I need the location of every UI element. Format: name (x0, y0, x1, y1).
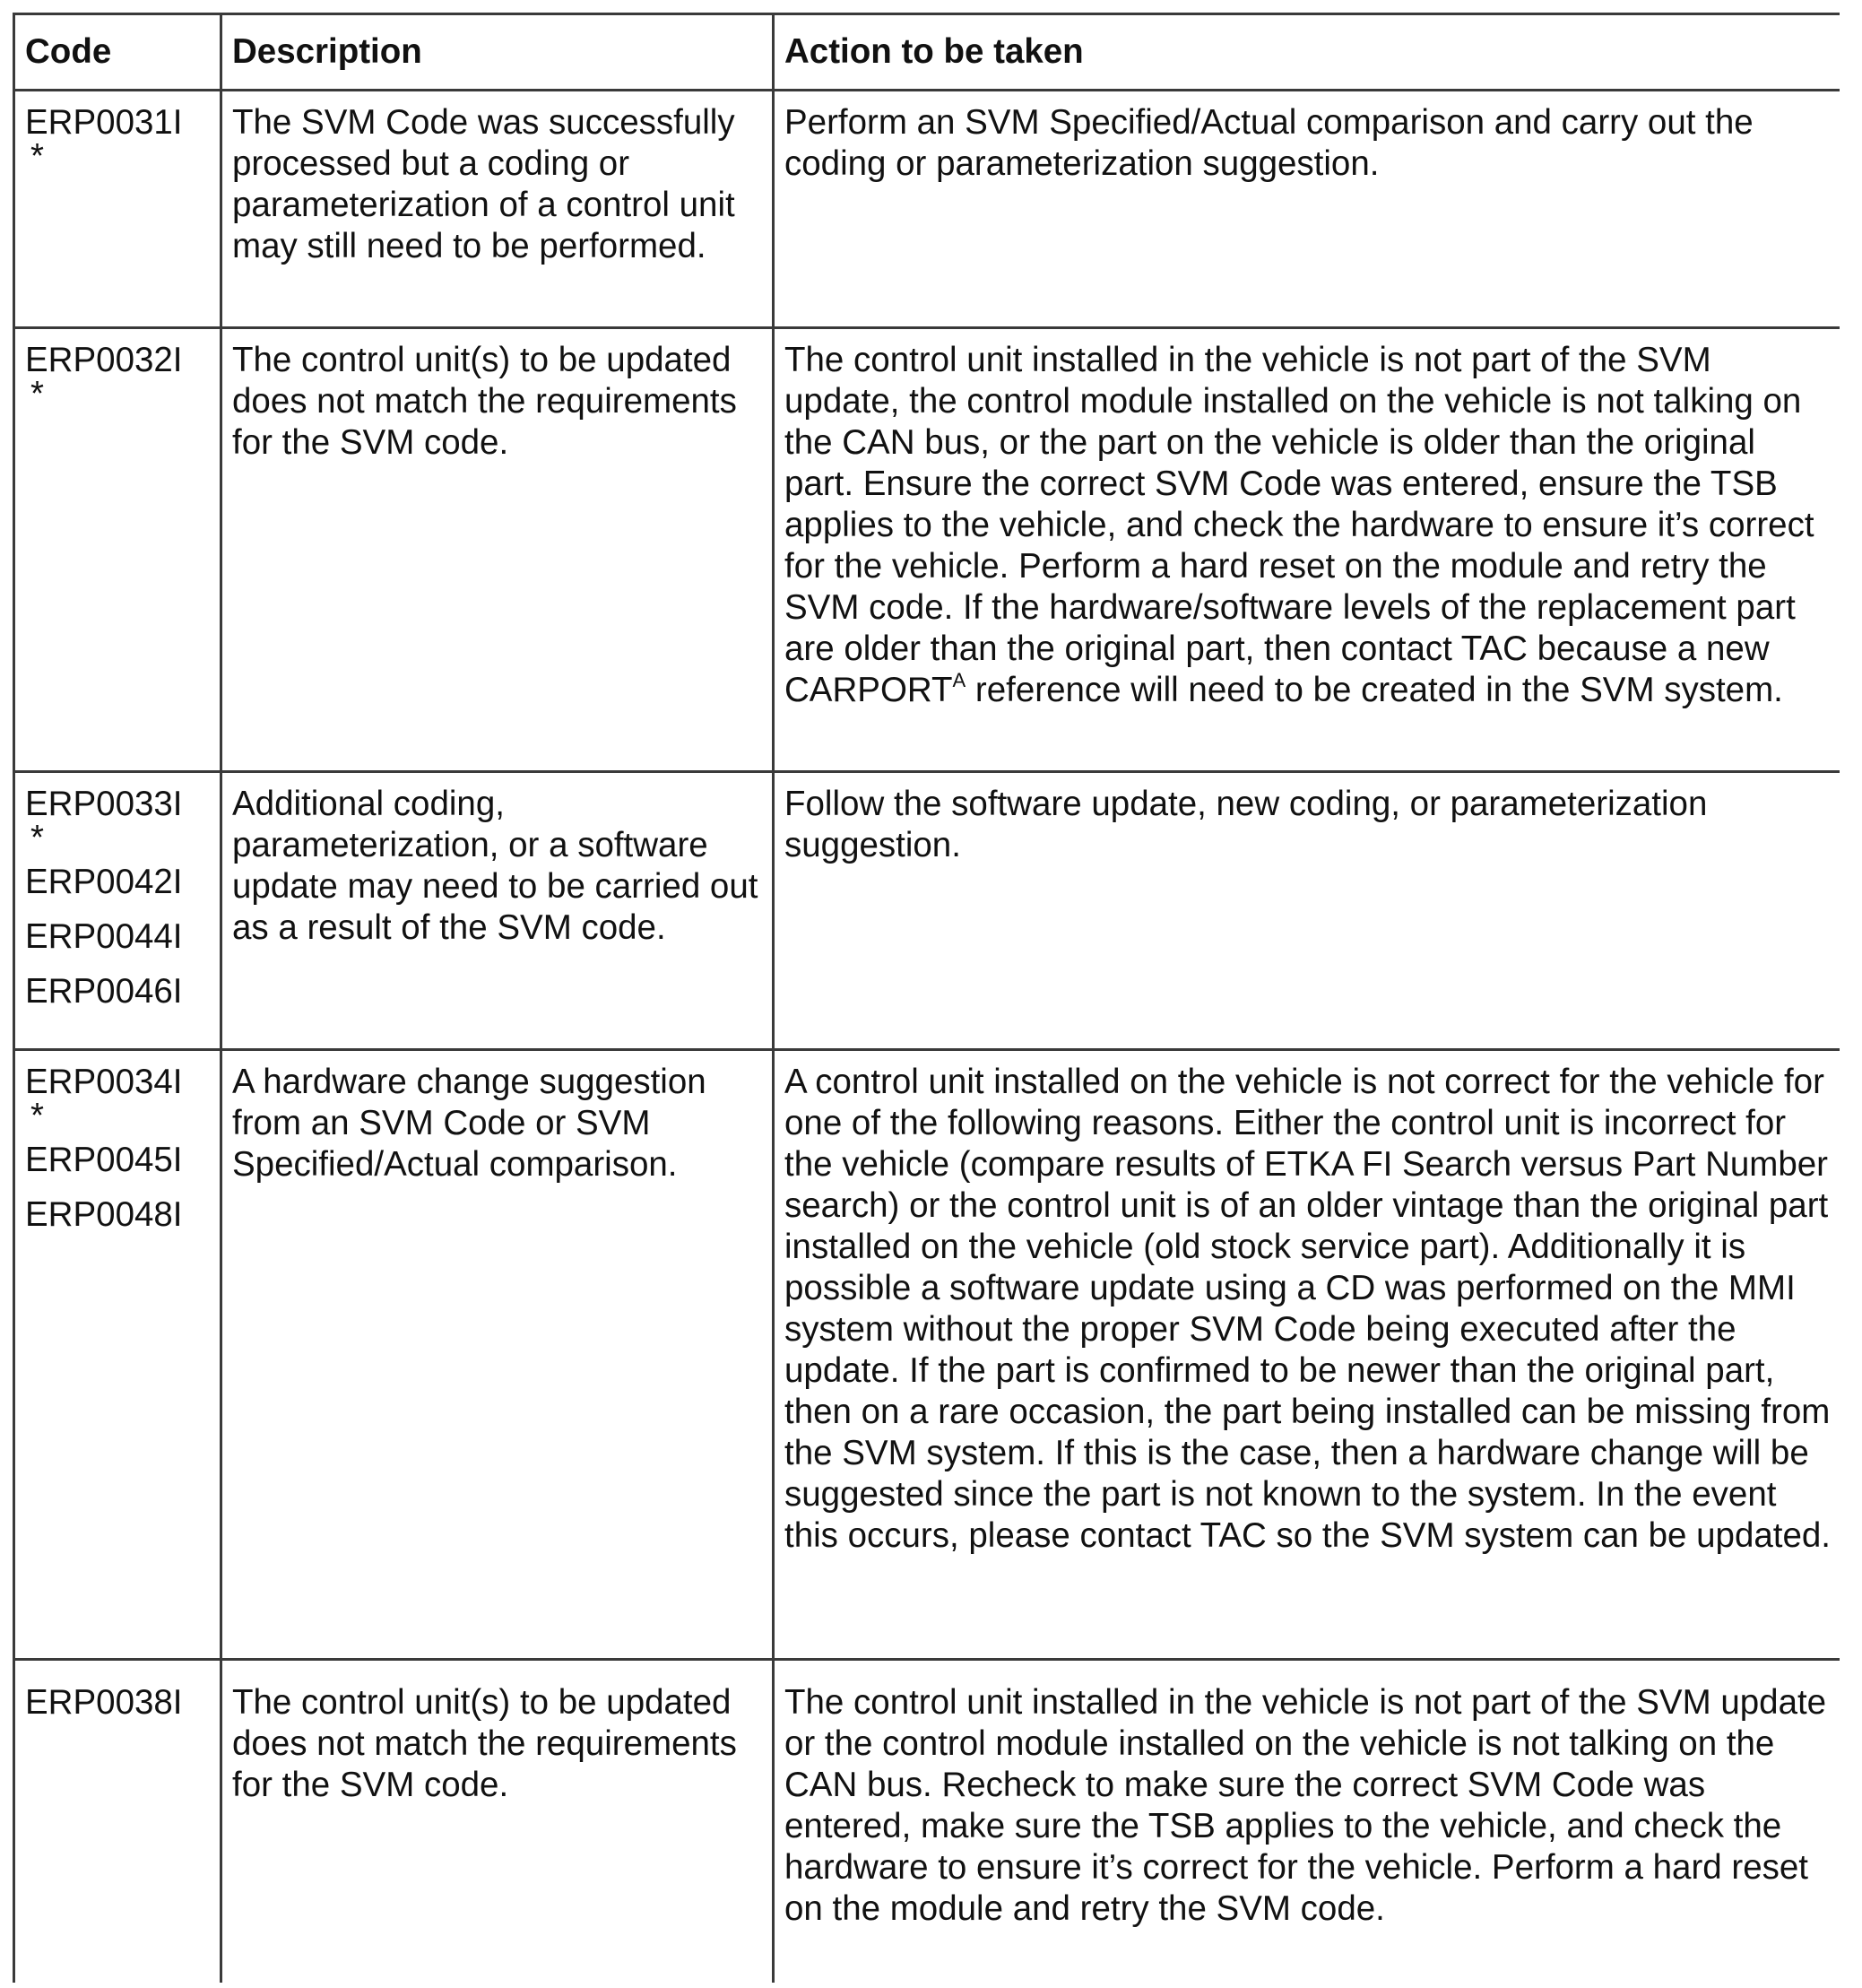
description-cell (221, 1050, 774, 1660)
table-row (14, 328, 1840, 772)
table-row (14, 772, 1840, 1050)
description-cell (221, 91, 774, 328)
code-cell (14, 328, 221, 772)
action-text (784, 340, 1831, 711)
description-text: The control unit(s) to be updated does not match the requirements for the SVM code. (232, 1683, 737, 1804)
code-cell (14, 91, 221, 328)
action-cell (774, 1660, 1840, 1983)
error-code: ERP0032I (25, 341, 183, 379)
footnote-marker: * (30, 375, 44, 413)
footnote-marker: * (30, 819, 44, 857)
action-cell (774, 328, 1840, 772)
header-action: Action to be taken (774, 14, 1840, 91)
description-text: The control unit(s) to be updated does not match the requirements for the SVM code. (232, 341, 737, 462)
error-code: ERP0031I (25, 103, 183, 142)
error-code: ERP0046I (25, 972, 183, 1011)
action-text-main: The control unit installed in the vehicle is not part of the SVM update, the control module installed on the vehicle is not talking on the CAN bus, or the part on the vehicle is older than the original part. Ensure the correct SVM Code was entered, ensure the TSB applies to the vehicle, and check the hardware to ensure it’s correct for the vehicle. Perform a hard reset on the module and retry the SVM code. If the hardware/software levels of the replacement part are older than the original part, then contact TAC because a new CARPORT (784, 341, 1814, 709)
table-header-row (14, 14, 1840, 91)
description-text: Additional coding, parameterization, or a software update may need to be carried out as a result of the SVM code. (232, 785, 758, 947)
error-code: ERP0044I (25, 917, 183, 956)
error-code: ERP0033I (25, 785, 183, 823)
table-row (14, 1050, 1840, 1660)
action-cell (774, 91, 1840, 328)
error-code: ERP0034I (25, 1063, 183, 1101)
error-code: ERP0042I (25, 863, 183, 901)
error-code: ERP0048I (25, 1195, 183, 1234)
action-text: The control unit installed in the vehicle is not part of the SVM update or the control module installed on the vehicle is not talking on the CAN bus. Recheck to make sure the correct SVM Code was entered, make sure the TSB applies to the vehicle, and check the hardware to ensure it’s correct for the vehicle. Perform a hard reset on the module and retry the SVM code. (784, 1683, 1827, 1928)
superscript-note: A (952, 669, 966, 691)
code-cell (14, 772, 221, 1050)
description-text: A hardware change suggestion from an SVM Code or SVM Specified/Actual comparison. (232, 1063, 706, 1184)
action-text: A control unit installed on the vehicle is not correct for the vehicle for one of the following reasons. Either the control unit is incorrect for the vehicle (compare results of ETKA FI Search versus Part Number search) or the control unit is of an older vintage than the original part installed on the vehicle (old stock service part). Additionally it is possible a software update using a CD was performed on the MMI system without the proper SVM Code being executed after the update. If the part is confirmed to be newer than the original part, then on a rare occasion, the part being installed can be missing from the SVM system. If this is the case, then a hardware change will be suggested since the part is not known to the system. In the event this occurs, please contact TAC so the SVM system can be updated. (784, 1063, 1831, 1555)
code-cell (14, 1050, 221, 1660)
error-code: ERP0038I (25, 1683, 183, 1722)
footnote-marker: * (30, 1097, 44, 1135)
code-cell (14, 1660, 221, 1983)
action-text: Follow the software update, new coding, or parameterization suggestion. (784, 785, 1708, 864)
header-code: Code (14, 14, 221, 91)
table-row (14, 1660, 1840, 1983)
description-text: The SVM Code was successfully processed but a coding or parameterization of a control unit may still need to be performed. (232, 103, 735, 265)
document-page (13, 13, 1840, 1988)
action-text: Perform an SVM Specified/Actual comparison and carry out the coding or parameterization suggestion. (784, 103, 1754, 183)
description-cell (221, 1660, 774, 1983)
description-cell (221, 772, 774, 1050)
footnote-marker: * (30, 137, 44, 176)
action-cell (774, 1050, 1840, 1660)
header-description: Description (221, 14, 774, 91)
action-text-tail: reference will need to be created in the SVM system. (966, 671, 1783, 709)
description-cell (221, 328, 774, 772)
table-row (14, 91, 1840, 328)
action-cell (774, 772, 1840, 1050)
error-code: ERP0045I (25, 1141, 183, 1179)
error-code-table (13, 13, 1840, 1983)
